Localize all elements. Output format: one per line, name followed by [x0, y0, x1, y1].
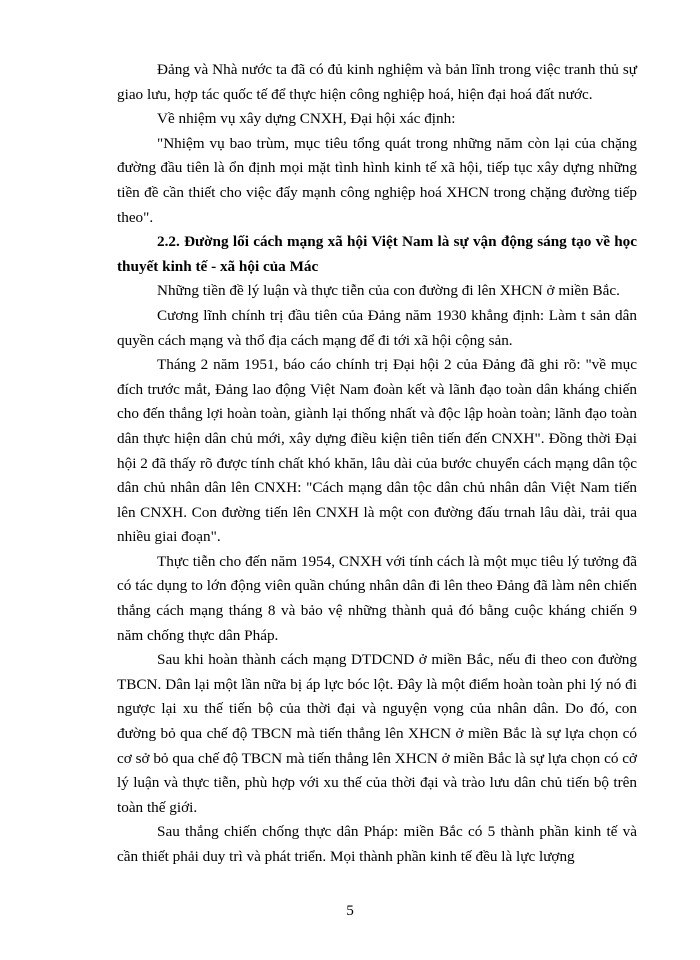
paragraph: Về nhiệm vụ xây dựng CNXH, Đại hội xác định:: [157, 110, 456, 128]
paragraph: Sau thắng chiến chống thực dân Pháp: miền Bắc có 5 thành phần kinh tế và cần thiết phải duy trì và phát triển. Mọi thành phần kinh tế đều là lực lượng: [117, 823, 637, 865]
page-number: 5: [346, 902, 354, 919]
section-heading: 2.2. Đường lối cách mạng xã hội Việt Nam là sự vận động sáng tạo về học thuyết kinh tế - xã hội của Mác: [117, 233, 637, 275]
paragraph: Đảng và Nhà nước ta đã có đủ kinh nghiệm và bản lĩnh trong việc tranh thủ sự giao lưu, hợp tác quốc tế để thực hiện công nghiệp hoá, hiện đại hoá đất nước.: [117, 61, 637, 103]
paragraph: Sau khi hoàn thành cách mạng DTDCND ở miền Bắc, nếu đi theo con đường TBCN. Dân lại một lần nữa bị áp lực bóc lột. Đây là một điểm hoàn toàn phi lý nó đi ngược lại xu thế tiến bộ của thời đại và nguyện vọng của nhân dân. Do đó, con đường bỏ qua chế độ TBCN mà tiến thẳng lên XHCN ở miền Bắc là sự lựa chọn có cơ sở bỏ qua chế độ TBCN mà tiến thẳng lên XHCN ở miền Bắc là sự lựa chọn có cở lý luận và thực tiễn, phù hợp với xu thế của thời đại và trào lưu dân chủ tiến bộ trên toàn thế giới.: [117, 651, 637, 816]
paragraph: Thực tiễn cho đến năm 1954, CNXH với tính cách là một mục tiêu lý tưởng đã có tác dụng to lớn động viên quần chúng nhân dân đi lên theo Đảng đã làm nên chiến thắng cách mạng tháng 8 và bảo vệ những thành quả đó bằng cuộc kháng chiến 9 năm chống thực dân Pháp.: [117, 552, 637, 644]
paragraph: Những tiền đề lý luận và thực tiễn của con đường đi lên XHCN ở miền Bắc.: [157, 282, 620, 300]
quote-paragraph: "Nhiệm vụ bao trùm, mục tiêu tổng quát trong những năm còn lại của chặng đường đầu tiên là ổn định mọi mặt tình hình kinh tế xã hội, tiếp tục xây dựng những tiền đề cần thiết cho việc đẩy mạnh công nghiệp hoá XHCN trong chặng đường tiếp theo".: [117, 134, 637, 226]
paragraph: Tháng 2 năm 1951, báo cáo chính trị Đại hội 2 của Đảng đã ghi rõ: "về mục đích trước mắt, Đảng lao động Việt Nam đoàn kết và lãnh đạo toàn dân kháng chiến cho đến thắng lợi hoàn toàn, giành lại thống nhất và độc lập hoàn toàn; lãnh đạo toàn dân thực hiện dân chủ mới, xây dựng điều kiện tiên tiến đến CNXH". Đồng thời Đại hội 2 đã thấy rõ được tính chất khó khăn, lâu dài của bước chuyển cách mạng dân tộc dân chủ nhân dân lên CNXH: "Cách mạng dân tộc dân chủ nhân dân Việt Nam tiến lên CNXH. Con đường tiến lên CNXH là một con đường đấu trnah lâu dài, trải qua nhiều giai đoạn".: [117, 356, 637, 546]
paragraph: Cương lĩnh chính trị đầu tiên của Đảng năm 1930 khẳng định: Làm t sản dân quyền cách mạng và thổ địa cách mạng để đi tới xã hội cộng sản.: [117, 306, 637, 349]
body-text: [117, 58, 637, 870]
